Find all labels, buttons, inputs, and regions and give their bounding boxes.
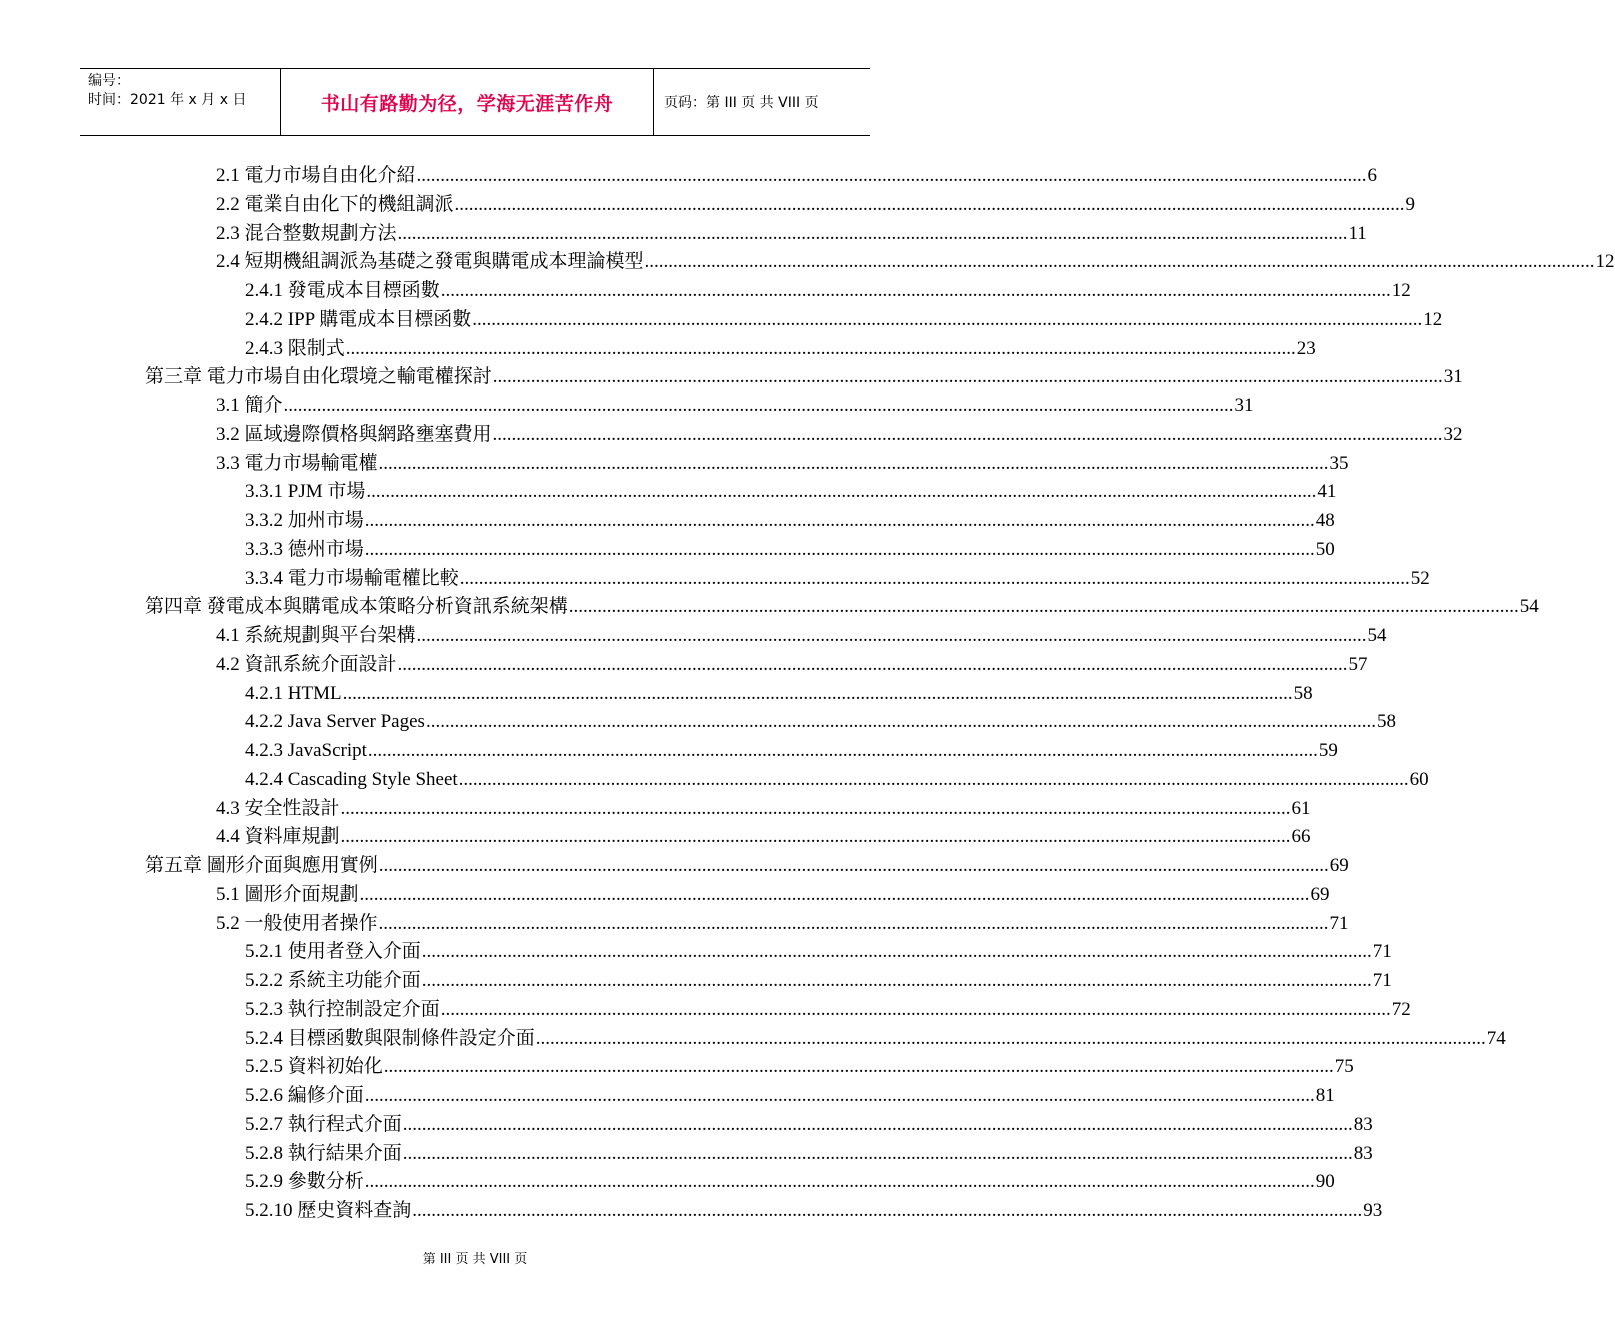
toc-dot-leader: ........................................................................................................................................................................................................ — [425, 711, 1376, 733]
toc-dot-leader: ........................................................................................................................................................................................................ — [378, 855, 1329, 876]
toc-entry-page: 35 — [1329, 452, 1349, 474]
toc-dot-leader: ........................................................................................................................................................................................................ — [378, 912, 1329, 934]
toc-entry[interactable] — [245, 708, 1396, 736]
header-motto: 书山有路勤为径，学海无涯苦作舟 — [281, 69, 654, 135]
toc-entry-page: 83 — [1353, 1142, 1373, 1164]
toc-entry-page: 81 — [1315, 1085, 1335, 1106]
toc-entry-page: 12 — [1595, 251, 1615, 273]
toc-entry-title: 3.3.3 德州市場 — [245, 538, 364, 560]
toc-entry-title: 2.1 電力市場自由化介紹 — [216, 165, 416, 186]
toc-dot-leader: ........................................................................................................................................................................................................ — [283, 395, 1234, 416]
toc-entry-page: 23 — [1296, 337, 1316, 359]
toc-dot-leader: ........................................................................................................................................................................................................ — [454, 193, 1405, 215]
toc-entry[interactable] — [216, 392, 1254, 420]
toc-entry-title: 4.2.2 Java Server Pages — [245, 711, 425, 733]
toc-entry[interactable] — [216, 450, 1349, 478]
page-footer: 第 III 页 共 VIII 页 — [422, 1252, 528, 1267]
toc-dot-leader: ........................................................................................................................................................................................................ — [459, 567, 1410, 589]
toc-entry[interactable] — [245, 277, 1411, 305]
toc-entry-title: 4.2.1 HTML — [245, 682, 342, 704]
toc-entry-title: 2.4.3 限制式 — [245, 337, 345, 359]
toc-entry-title: 5.2.6 編修介面 — [245, 1085, 364, 1106]
toc-entry-page: 61 — [1291, 797, 1311, 819]
toc-dot-leader: ........................................................................................................................................................................................................ — [359, 883, 1310, 905]
toc-entry-page: 72 — [1391, 998, 1411, 1020]
toc-dot-leader: ........................................................................................................................................................................................................ — [340, 797, 1291, 819]
toc-dot-leader: ........................................................................................................................................................................................................ — [416, 165, 1367, 186]
toc-entry[interactable] — [216, 651, 1368, 679]
toc-entry-page: 71 — [1372, 941, 1392, 963]
toc-entry-page: 59 — [1318, 740, 1338, 761]
toc-entry[interactable] — [216, 795, 1311, 823]
toc-entry[interactable] — [216, 248, 1615, 276]
toc-entry-title: 5.2.7 執行程式介面 — [245, 1113, 402, 1135]
toc-entry[interactable] — [245, 536, 1335, 564]
toc-entry-title: 3.3.4 電力市場輸電權比較 — [245, 567, 459, 589]
toc-dot-leader: ........................................................................................................................................................................................................ — [402, 1113, 1353, 1135]
toc-dot-leader: ........................................................................................................................................................................................................ — [364, 1171, 1315, 1193]
toc-entry[interactable] — [216, 622, 1387, 650]
toc-entry-page: 6 — [1367, 165, 1378, 186]
toc-entry-title: 3.3.2 加州市場 — [245, 510, 364, 531]
toc-dot-leader: ........................................................................................................................................................................................................ — [340, 826, 1291, 848]
toc-dot-leader: ........................................................................................................................................................................................................ — [416, 625, 1367, 646]
toc-dot-leader: ........................................................................................................................................................................................................ — [458, 768, 1409, 790]
toc-entry-page: 31 — [1234, 395, 1254, 416]
toc-entry[interactable] — [245, 1197, 1383, 1225]
toc-entry-page: 50 — [1315, 538, 1335, 560]
header-page-info: 页码：第 III 页 共 VIII 页 — [664, 95, 819, 111]
toc-entry-page: 54 — [1519, 596, 1539, 618]
toc-entry-title: 4.2.4 Cascading Style Sheet — [245, 768, 458, 790]
toc-entry-title: 第三章 電力市場自由化環境之輸電權探討 — [145, 366, 492, 388]
toc-dot-leader: ........................................................................................................................................................................................................ — [342, 682, 1293, 704]
toc-entry[interactable] — [245, 507, 1335, 535]
toc-entry-page: 48 — [1315, 510, 1335, 531]
toc-entry-page: 54 — [1367, 625, 1387, 646]
toc-entry-title: 5.2.4 目標函數與限制條件設定介面 — [245, 1027, 535, 1049]
toc-entry[interactable] — [245, 478, 1337, 506]
toc-entry[interactable] — [145, 593, 1539, 621]
toc-entry-page: 60 — [1409, 768, 1429, 790]
toc-entry-page: 12 — [1423, 308, 1443, 330]
toc-entry[interactable] — [216, 881, 1330, 909]
toc-entry[interactable] — [245, 1025, 1506, 1053]
toc-entry-title: 5.1 圖形介面規劃 — [216, 883, 359, 905]
toc-entry-title: 5.2.5 資料初始化 — [245, 1056, 383, 1078]
toc-entry[interactable] — [245, 766, 1429, 794]
toc-entry-title: 2.4.1 發電成本目標函數 — [245, 280, 440, 301]
toc-dot-leader: ........................................................................................................................................................................................................ — [535, 1027, 1486, 1049]
toc-dot-leader: ........................................................................................................................................................................................................ — [492, 366, 1443, 388]
toc-dot-leader: ........................................................................................................................................................................................................ — [364, 538, 1315, 560]
document-time-label: 时间：2021 年 x 月 x 日 — [88, 92, 247, 108]
toc-entry[interactable] — [245, 1111, 1373, 1139]
toc-dot-leader: ........................................................................................................................................................................................................ — [397, 222, 1348, 244]
toc-entry-title: 4.2.3 JavaScript — [245, 740, 367, 761]
toc-entry-title: 4.2 資訊系統介面設計 — [216, 653, 397, 675]
toc-entry-page: 31 — [1443, 366, 1463, 388]
toc-dot-leader: ........................................................................................................................................................................................................ — [397, 653, 1348, 675]
document-number-label: 编号： — [88, 73, 130, 89]
toc-entry-page: 58 — [1376, 711, 1396, 733]
toc-entry-page: 71 — [1372, 970, 1392, 991]
toc-entry[interactable] — [216, 191, 1416, 219]
toc-entry[interactable] — [216, 220, 1367, 248]
toc-entry-page: 83 — [1353, 1113, 1373, 1135]
toc-dot-leader: ........................................................................................................................................................................................................ — [412, 1200, 1363, 1221]
toc-entry-page: 93 — [1363, 1200, 1383, 1221]
toc-entry-page: 69 — [1310, 883, 1330, 905]
toc-entry-title: 3.2 區域邊際價格與網路壅塞費用 — [216, 423, 492, 445]
toc-entry[interactable] — [216, 823, 1311, 851]
toc-entry-page: 57 — [1348, 653, 1368, 675]
toc-entry-page: 75 — [1334, 1056, 1354, 1078]
toc-entry[interactable] — [245, 996, 1411, 1024]
toc-entry-title: 5.2.1 使用者登入介面 — [245, 941, 421, 963]
toc-entry-title: 5.2.10 歷史資料查詢 — [245, 1200, 412, 1221]
toc-entry-page: 74 — [1486, 1027, 1506, 1049]
toc-entry[interactable] — [245, 737, 1338, 765]
toc-entry-page: 58 — [1293, 682, 1313, 704]
toc-entry-title: 4.1 系統規劃與平台架構 — [216, 625, 416, 646]
toc-entry[interactable] — [245, 1053, 1354, 1081]
toc-entry[interactable] — [245, 938, 1392, 966]
toc-dot-leader: ........................................................................................................................................................................................................ — [440, 280, 1391, 301]
toc-entry[interactable] — [245, 306, 1443, 334]
toc-dot-leader: ........................................................................................................................................................................................................ — [472, 308, 1423, 330]
toc-entry[interactable] — [245, 335, 1316, 363]
toc-entry-page: 66 — [1291, 826, 1311, 848]
toc-entry-title: 5.2.9 參數分析 — [245, 1171, 364, 1193]
toc-entry-title: 2.3 混合整數規劃方法 — [216, 222, 397, 244]
toc-entry-title: 2.4.2 IPP 購電成本目標函數 — [245, 308, 472, 330]
toc-entry[interactable] — [245, 1082, 1335, 1110]
toc-entry-title: 5.2.8 執行結果介面 — [245, 1142, 402, 1164]
toc-dot-leader: ........................................................................................................................................................................................................ — [421, 941, 1372, 963]
toc-entry-title: 3.3.1 PJM 市場 — [245, 481, 366, 503]
toc-entry-page: 41 — [1317, 481, 1337, 503]
toc-entry-title: 3.3 電力市場輸電權 — [216, 452, 378, 474]
toc-entry[interactable] — [245, 680, 1313, 708]
toc-entry-title: 2.2 電業自由化下的機組調派 — [216, 193, 454, 215]
toc-entry-page: 69 — [1329, 855, 1349, 876]
toc-entry-page: 11 — [1348, 222, 1367, 244]
toc-entry[interactable] — [245, 565, 1430, 593]
toc-entry-page: 12 — [1391, 280, 1411, 301]
toc-dot-leader: ........................................................................................................................................................................................................ — [421, 970, 1372, 991]
toc-dot-leader: ........................................................................................................................................................................................................ — [402, 1142, 1353, 1164]
toc-entry[interactable] — [216, 162, 1378, 190]
toc-dot-leader: ........................................................................................................................................................................................................ — [644, 251, 1595, 273]
toc-entry-title: 3.1 簡介 — [216, 395, 283, 416]
toc-dot-leader: ........................................................................................................................................................................................................ — [568, 596, 1519, 618]
toc-entry-page: 32 — [1443, 423, 1463, 445]
toc-entry[interactable] — [245, 1140, 1373, 1168]
toc-dot-leader: ........................................................................................................................................................................................................ — [440, 998, 1391, 1020]
toc-dot-leader: ........................................................................................................................................................................................................ — [492, 423, 1443, 445]
toc-entry-title: 5.2 一般使用者操作 — [216, 912, 378, 934]
toc-entry-title: 4.3 安全性設計 — [216, 797, 340, 819]
toc-entry-page: 52 — [1410, 567, 1430, 589]
toc-entry[interactable] — [245, 967, 1392, 995]
toc-entry[interactable] — [216, 421, 1463, 449]
toc-dot-leader: ........................................................................................................................................................................................................ — [366, 481, 1317, 503]
toc-entry[interactable] — [145, 363, 1463, 391]
toc-dot-leader: ........................................................................................................................................................................................................ — [367, 740, 1318, 761]
toc-dot-leader: ........................................................................................................................................................................................................ — [364, 1085, 1315, 1106]
toc-dot-leader: ........................................................................................................................................................................................................ — [378, 452, 1329, 474]
toc-dot-leader: ........................................................................................................................................................................................................ — [345, 337, 1296, 359]
toc-entry[interactable] — [145, 852, 1349, 880]
toc-entry-title: 5.2.2 系統主功能介面 — [245, 970, 421, 991]
toc-entry-title: 第五章 圖形介面與應用實例 — [145, 855, 378, 876]
toc-dot-leader: ........................................................................................................................................................................................................ — [383, 1056, 1334, 1078]
toc-entry[interactable] — [216, 910, 1349, 938]
toc-entry-page: 9 — [1405, 193, 1416, 215]
toc-entry-title: 2.4 短期機組調派為基礎之發電與購電成本理論模型 — [216, 251, 644, 273]
header-meta — [80, 69, 281, 135]
toc-dot-leader: ........................................................................................................................................................................................................ — [364, 510, 1315, 531]
toc-entry-title: 第四章 發電成本與購電成本策略分析資訊系統架構 — [145, 596, 568, 618]
toc-entry[interactable] — [245, 1168, 1335, 1196]
page-header — [80, 68, 870, 136]
toc-entry-page: 71 — [1329, 912, 1349, 934]
toc-entry-title: 4.4 資料庫規劃 — [216, 826, 340, 848]
toc-entry-title: 5.2.3 執行控制設定介面 — [245, 998, 440, 1020]
toc-entry-page: 90 — [1315, 1171, 1335, 1193]
